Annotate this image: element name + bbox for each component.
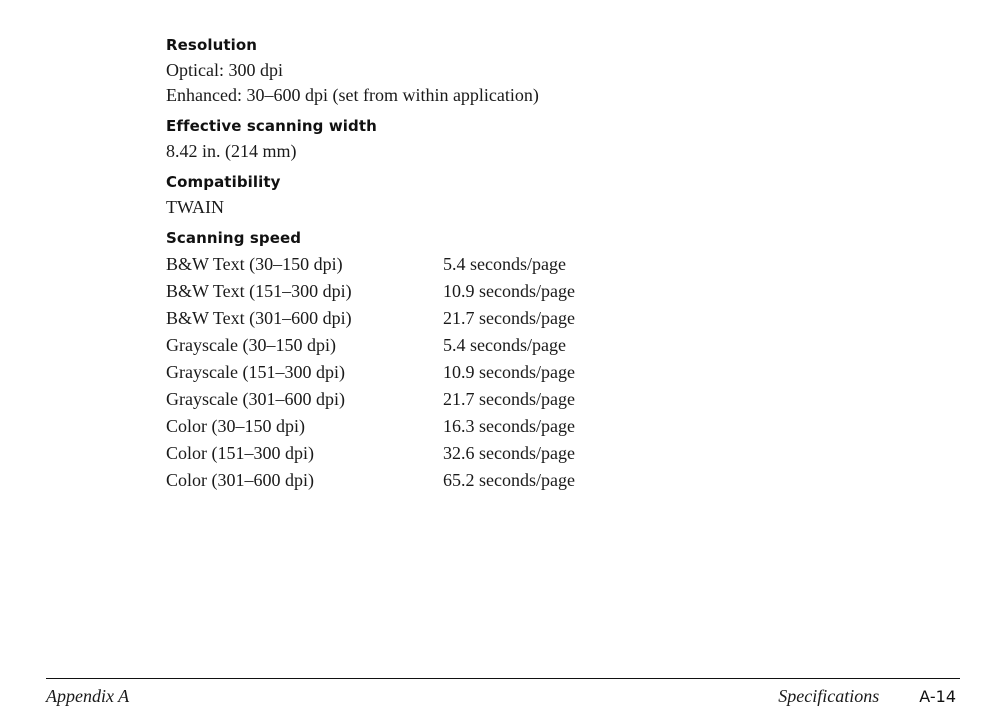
- speed-mode: B&W Text (30–150 dpi): [166, 254, 343, 274]
- speed-mode: B&W Text (301–600 dpi): [166, 308, 352, 328]
- table-row: [166, 251, 575, 278]
- speed-value: 32.6 seconds/page: [443, 443, 575, 463]
- speed-value: 5.4 seconds/page: [443, 254, 566, 274]
- speed-mode: Grayscale (151–300 dpi): [166, 362, 345, 382]
- speed-value: 10.9 seconds/page: [443, 362, 575, 382]
- table-row: [166, 386, 575, 413]
- footer-section-title: Specifications: [778, 686, 880, 706]
- compatibility-value: TWAIN: [166, 197, 224, 217]
- enhanced-resolution: Enhanced: 30–600 dpi (set from within application): [166, 85, 539, 105]
- speed-mode: Color (151–300 dpi): [166, 443, 314, 463]
- table-row: [166, 413, 575, 440]
- compatibility-heading: Compatibility: [166, 173, 281, 191]
- speed-value: 16.3 seconds/page: [443, 416, 575, 436]
- scanning-speed-table: [166, 251, 575, 494]
- scanning-width-section: [166, 115, 866, 164]
- speed-value: 5.4 seconds/page: [443, 335, 566, 355]
- speed-value: 21.7 seconds/page: [443, 308, 575, 328]
- table-row: [166, 305, 575, 332]
- speed-mode: Grayscale (301–600 dpi): [166, 389, 345, 409]
- footer-rule: [46, 678, 960, 679]
- footer-appendix-label: Appendix A: [46, 686, 130, 706]
- speed-mode: B&W Text (151–300 dpi): [166, 281, 352, 301]
- scanning-speed-section: [166, 227, 866, 494]
- specifications-content: [166, 34, 866, 501]
- speed-value: 21.7 seconds/page: [443, 389, 575, 409]
- footer-right: [778, 684, 956, 709]
- page-number: A-14: [919, 687, 956, 706]
- scanning-width-value: 8.42 in. (214 mm): [166, 141, 297, 161]
- table-row: [166, 332, 575, 359]
- table-row: [166, 467, 575, 494]
- table-row: [166, 278, 575, 305]
- table-row: [166, 440, 575, 467]
- speed-value: 10.9 seconds/page: [443, 281, 575, 301]
- speed-value: 65.2 seconds/page: [443, 470, 575, 490]
- speed-mode: Grayscale (30–150 dpi): [166, 335, 336, 355]
- resolution-heading: Resolution: [166, 36, 258, 54]
- speed-mode: Color (30–150 dpi): [166, 416, 305, 436]
- speed-mode: Color (301–600 dpi): [166, 470, 314, 490]
- compatibility-section: [166, 171, 866, 220]
- optical-resolution: Optical: 300 dpi: [166, 60, 283, 80]
- table-row: [166, 359, 575, 386]
- scanning-speed-heading: Scanning speed: [166, 229, 302, 247]
- resolution-section: [166, 34, 866, 108]
- scanning-width-heading: Effective scanning width: [166, 117, 377, 135]
